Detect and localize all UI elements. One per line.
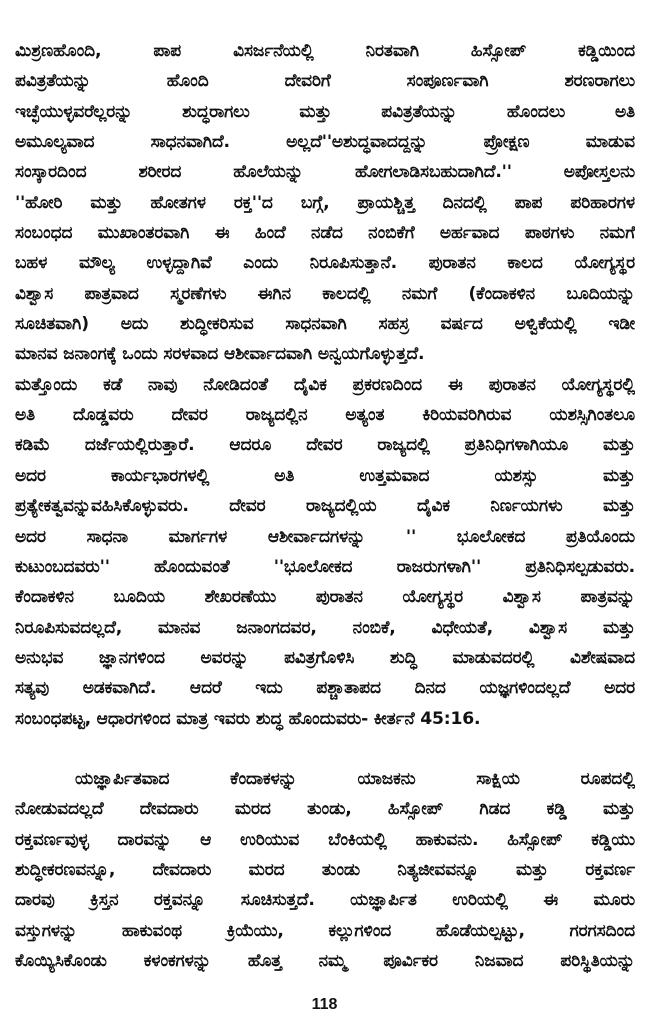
text-line: ಪವಿತ್ರತೆಯನ್ನು ಹೊಂದಿ ದೇವರಿಗೆ ಸಂಪೂರ್ಣವಾಗಿ ಶರಣರಾಗಲು — [15, 71, 635, 92]
text-line: ಸಂಬಂಧದ ಮುಖಾಂತರವಾಗಿ ಈ ಹಿಂದೆ ನಡೆದ ನಂಬಿಕೆಗೆ ಅರ್ಹವಾದ ಪಾಠಗಳು ನಮಗೆ — [15, 223, 635, 244]
text-line: ''ಹೋರಿ ಮತ್ತು ಹೋತಗಳ ರಕ್ತ''ದ ಬಗ್ಗೆ, ಪ್ರಾಯಶ್ಚಿತ್ತ ದಿನದಲ್ಲಿ ಪಾಪ ಪರಿಹಾರಗಳ — [15, 192, 635, 213]
text-line: ಕೊಯ್ಯಿಸಿಕೊಂಡು ಕಳಂಕಗಳನ್ನು ಹೊತ್ತ ನಮ್ಮ ಪೂರ್ವಿಕರ ನಿಜವಾದ ಪರಿಸ್ಥಿತಿಯನ್ನು — [15, 951, 635, 972]
text-line: ಅದರ ಸಾಧನಾ ಮಾರ್ಗಗಳ ಆಶೀರ್ವಾದಗಳನ್ನು '' ಭೂಲೋಕದ ಪ್ರತಿಯೊಂದು — [15, 526, 635, 547]
text-line: ಅತಿ ದೊಡ್ಡವರು ದೇವರ ರಾಜ್ಯದಲ್ಲಿನ ಅತ್ಯಂತ ಕಿರಿಯವರಿಗಿರುವ ಯಶಸ್ಸಿಗಿಂತಲೂ — [15, 405, 635, 426]
paragraph-2 — [15, 764, 635, 976]
text-line: ಪ್ರತ್ಯೇಕತ್ವವನ್ನುವಹಿಸಿಕೊಳ್ಳುವರು. ದೇವರ ರಾಜ್ಯದಲ್ಲಿಯ ದೈವಿಕ ನಿರ್ಣಯಗಳು ಮತ್ತು — [15, 496, 635, 517]
text-line: ಕಡಿಮೆ ದರ್ಜೆಯಲ್ಲಿರುತ್ತಾರೆ. ಆದರೂ ದೇವರ ರಾಜ್ಯದಲ್ಲಿ ಪ್ರತಿನಿಧಿಗಳಾಗಿಯೂ ಮತ್ತು — [15, 435, 635, 456]
text-line: ಬಹಳ ಮೌಲ್ಯ ಉಳ್ಳದ್ದಾಗಿವೆ ಎಂದು ನಿರೂಪಿಸುತ್ತಾನೆ. ಪುರಾತನ ಕಾಲದ ಯೋಗ್ಯಸ್ಥರ — [15, 253, 635, 274]
text-line: ಸಂಸ್ಕಾರದಿಂದ ಶರೀರದ ಹೊಲೆಯನ್ನು ಹೋಗಲಾಡಿಸಬಹುದಾಗಿದೆ.'' ಅಪೋಸ್ತಲನು — [15, 162, 635, 183]
page-number: 118 — [311, 996, 338, 1013]
text-line: ಇಚ್ಛೆಯುಳ್ಳವರೆಲ್ಲರನ್ನು ಶುದ್ಧರಾಗಲು ಮತ್ತು ಪವಿತ್ರತೆಯನ್ನು ಹೊಂದಲು ಅತಿ — [15, 101, 635, 122]
text-line: ಸಂಬಂಧಪಟ್ಟ, ಆಧಾರಗಳಿಂದ ಮಾತ್ರ ಇವರು ಶುದ್ಧ ಹೊಂದುವರು- ಕೀರ್ತನೆ 45:16. — [15, 708, 481, 729]
text-line: ವಿಶ್ವಾಸ ಪಾತ್ರವಾದ ಸ್ಮರಣೆಗಳು ಈಗಿನ ಕಾಲದಲ್ಲಿ ನಮಗೆ (ಕೆಂದಾಕಳಿನ ಬೂದಿಯನ್ನು — [15, 283, 635, 304]
text-line: ಅನುಭವ ಜ್ಞಾನಗಳಿಂದ ಅವರನ್ನು ಪವಿತ್ರಗೊಳಿಸಿ ಶುದ್ಧಿ ಮಾಡುವದರಲ್ಲಿ ವಿಶೇಷವಾದ — [15, 647, 635, 668]
text-line: ಯಜ್ಞಾರ್ಪಿತವಾದ ಕೆಂದಾಕಳನ್ನು ಯಾಜಕನು ಸಾಕ್ಷಿಯ ರೂಪದಲ್ಲಿ — [75, 769, 635, 789]
text-line: ಅದರ ಕಾರ್ಯಭಾರಗಳಲ್ಲಿ ಅತಿ ಉತ್ತಮವಾದ ಯಶಸ್ಸು ಮತ್ತು — [15, 465, 635, 486]
text-line: ಸತ್ಯವು ಅಡಕವಾಗಿದೆ. ಆದರೆ ಇದು ಪಶ್ಚಾತಾಪದ ದಿನದ ಯಜ್ಞಗಳಿಂದಲ್ಲದೆ ಅದರ — [15, 678, 635, 699]
text-line: ಮತ್ತೊಂದು ಕಡೆ ನಾವು ನೋಡಿದಂತೆ ದೈವಿಕ ಪ್ರಕರಣದಿಂದ ಈ ಪುರಾತನ ಯೋಗ್ಯಸ್ಥರಲ್ಲಿ — [15, 374, 635, 395]
text-line: ಕೆಂದಾಕಳಿನ ಬೂದಿಯ ಶೇಖರಣೆಯು ಪುರಾತನ ಯೋಗ್ಯಸ್ಥರ ವಿಶ್ವಾಸ ಪಾತ್ರವನ್ನು — [15, 587, 635, 608]
text-line: ಮಾನವ ಜನಾಂಗಕ್ಕೆ ಒಂದು ಸರಳವಾದ ಆಶೀರ್ವಾದವಾಗಿ ಅನ್ವಯಗೊಳ್ಳುತ್ತದೆ. — [15, 344, 425, 365]
text-line: ಅಮೂಲ್ಯವಾದ ಸಾಧನವಾಗಿದೆ. ಅಲ್ಲದೆ''ಅಶುದ್ಧವಾದದ್ದನ್ನು ಪ್ರೋಕ್ಷಣ ಮಾಡುವ — [15, 132, 635, 153]
text-line: ನೋಡುವದಲ್ಲದೆ ದೇವದಾರು ಮರದ ತುಂಡು, ಹಿಸ್ಸೋಪ್ ಗಿಡದ ಕಡ್ಡಿ ಮತ್ತು — [15, 799, 635, 820]
text-line: ಶುದ್ಧೀಕರಣವನ್ನೂ, ದೇವದಾರು ಮರದ ತುಂಡು ನಿತ್ಯಜೀವವನ್ನೂ ಮತ್ತು ರಕ್ತವರ್ಣ — [15, 860, 635, 881]
text-line: ನಿರೂಪಿಸುವದಲ್ಲದೆ, ಮಾನವ ಜನಾಂಗದವರ, ನಂಬಿಕೆ, ವಿಧೇಯತೆ, ವಿಶ್ವಾಸ ಮತ್ತು — [15, 617, 635, 638]
text-line: ಕುಟುಂಬದವರು'' ಹೊಂದುವಂತೆ ''ಭೂಲೋಕದ ರಾಜರುಗಳಾಗಿ'' ಪ್ರತಿನಿಧಿಸಲ್ಪಡುವರು. — [15, 556, 635, 577]
text-line: ಸೂಚಿತವಾಗಿ) ಅದು ಶುದ್ಧೀಕರಿಸುವ ಸಾಧನವಾಗಿ ಸಹಸ್ರ ವರ್ಷದ ಅಳ್ವಿಕೆಯಲ್ಲಿ ಇಡೀ — [15, 314, 635, 335]
text-line: ದಾರವು ಕ್ರಿಸ್ತನ ರಕ್ತವನ್ನೂ ಸೂಚಿಸುತ್ತದೆ. ಯಜ್ಞಾರ್ಪಿತ ಉರಿಯಲ್ಲಿ ಈ ಮೂರು — [15, 890, 635, 911]
text-line: ವಸ್ತುಗಳನ್ನು ಹಾಕುವಂಥ ಕ್ರಿಯೆಯು, ಕಲ್ಲುಗಳಿಂದ ಹೊಡೆಯಲ್ಪಟ್ಟು, ಗರಗಸದಿಂದ — [15, 920, 635, 941]
paragraph-1 — [15, 36, 635, 734]
text-line: ರಕ್ತವರ್ಣವುಳ್ಳ ದಾರವನ್ನು ಆ ಉರಿಯುವ ಬೆಂಕಿಯಲ್ಲಿ ಹಾಕುವನು. ಹಿಸ್ಸೋಪ್ ಕಡ್ಡಿಯು — [15, 829, 635, 850]
text-line: ಮಿಶ್ರಣಹೊಂದಿ, ಪಾಪ ವಿಸರ್ಜನೆಯಲ್ಲಿ ನಿರತವಾಗಿ ಹಿಸ್ಸೋಪ್ ಕಡ್ಡಿಯಿಂದ — [15, 41, 635, 61]
